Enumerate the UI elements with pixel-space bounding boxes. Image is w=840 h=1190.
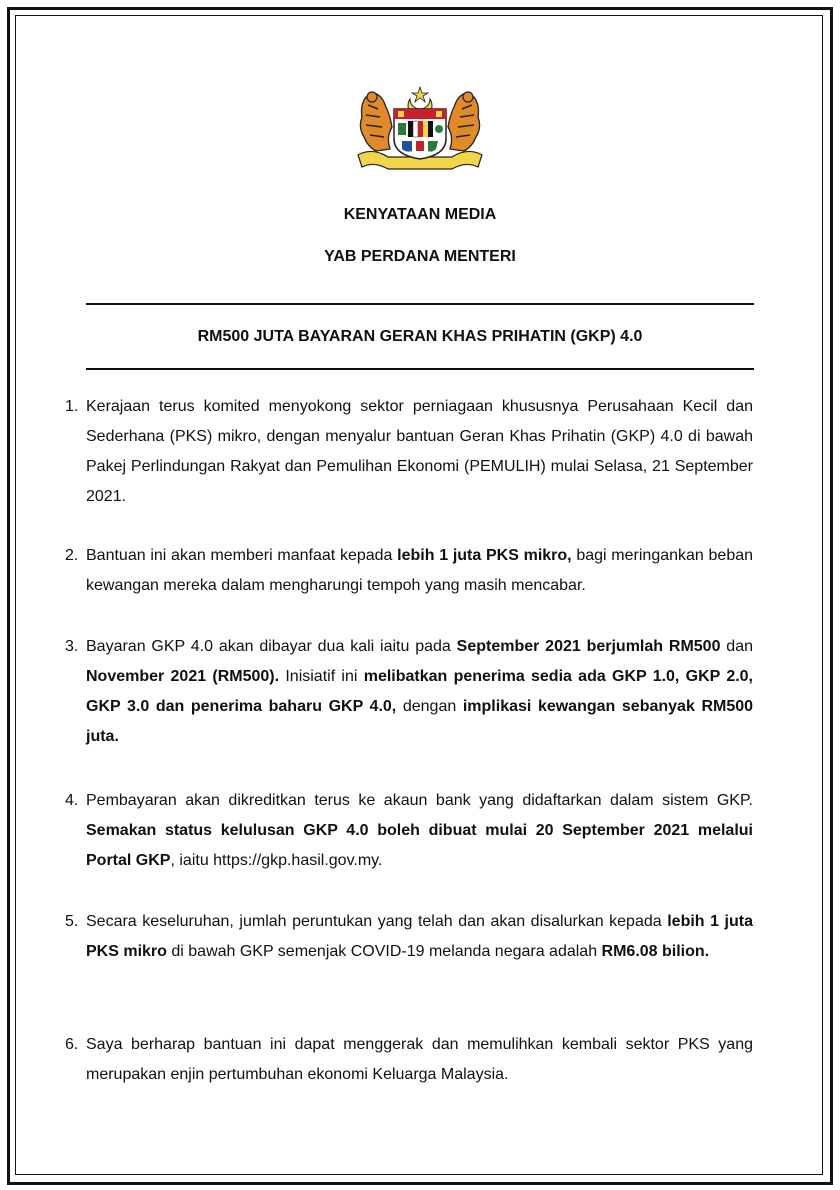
paragraph-2	[65, 541, 753, 601]
statement-title: RM500 JUTA BAYARAN GERAN KHAS PRIHATIN (GKP) 4.0	[197, 328, 643, 345]
bold-text-run: lebih 1 juta PKS mikro,	[397, 547, 572, 564]
paragraph-body	[86, 632, 753, 752]
text-run: Secara keseluruhan, jumlah peruntukan yang telah dan akan disalurkan kepada	[86, 913, 668, 930]
paragraph-number: 2.	[65, 547, 79, 564]
bold-text-run: September 2021 berjumlah RM500	[456, 638, 721, 655]
paragraph-1	[65, 392, 753, 512]
text-run: Inisiatif ini	[279, 668, 364, 685]
text-run: dengan	[396, 698, 463, 715]
title-divider-top	[86, 303, 754, 305]
paragraph-6	[65, 1030, 753, 1090]
bold-text-run: November 2021 (RM500).	[86, 668, 280, 685]
paragraph-number: 1.	[65, 398, 79, 415]
paragraph-body	[86, 1030, 753, 1090]
text-run: Kerajaan terus komited menyokong sektor perniagaan khususnya Perusahaan Kecil dan Sederhana (PKS) mikro, dengan menyalur bantuan Geran Khas Prihatin (GKP) 4.0 di bawah Pakej Perlindungan Rakyat dan Pemulihan Ekonomi (PEMULIH) mulai Selasa, 21 September 2021.	[86, 398, 753, 505]
paragraph-body	[86, 392, 753, 512]
text-run: , iaitu https://gkp.hasil.gov.my.	[170, 852, 383, 869]
paragraph-body	[86, 907, 753, 967]
text-run: Saya berharap bantuan ini dapat menggerak dan memulihkan kembali sektor PKS yang merupakan enjin pertumbuhan ekonomi Keluarga Malaysia.	[86, 1036, 753, 1083]
bold-text-run: melibatkan penerima sedia ada GKP 1.0, GKP 2.0, GKP 3.0 dan penerima baharu GKP 4.0,	[86, 668, 754, 715]
prime-minister-heading: YAB PERDANA MENTERI	[324, 248, 516, 265]
text-run: bagi meringankan beban kewangan mereka dalam mengharungi tempoh yang masih mencabar.	[86, 547, 754, 594]
paragraph-number: 6.	[65, 1036, 79, 1053]
text-run: dan	[720, 638, 753, 655]
paragraph-4	[65, 786, 753, 876]
paragraph-body	[86, 786, 753, 876]
text-run: Bantuan ini akan memberi manfaat kepada	[86, 547, 398, 564]
media-statement-heading: KENYATAAN MEDIA	[343, 206, 497, 223]
paragraph-5	[65, 907, 753, 967]
text-run: Bayaran GKP 4.0 akan dibayar dua kali iaitu pada	[86, 638, 457, 655]
title-divider-bottom	[86, 368, 754, 370]
text-run: Pembayaran akan dikreditkan terus ke akaun bank yang didaftarkan dalam sistem GKP.	[86, 792, 753, 809]
bold-text-run: lebih 1 juta PKS mikro	[86, 913, 753, 960]
bold-text-run: Semakan status kelulusan GKP 4.0 boleh dibuat mulai 20 September 2021 melalui Portal GKP	[86, 822, 753, 869]
bold-text-run: implikasi kewangan sebanyak RM500 juta.	[86, 698, 754, 745]
paragraph-number: 5.	[65, 913, 79, 930]
paragraph-body	[86, 541, 753, 601]
paragraph-number: 3.	[65, 638, 79, 655]
bold-text-run: RM6.08 bilion.	[601, 943, 710, 960]
coat-of-arms-emblem	[352, 85, 488, 175]
text-run: di bawah GKP semenjak COVID-19 melanda negara adalah	[166, 943, 602, 960]
paragraph-3	[65, 632, 753, 752]
paragraph-number: 4.	[65, 792, 79, 809]
